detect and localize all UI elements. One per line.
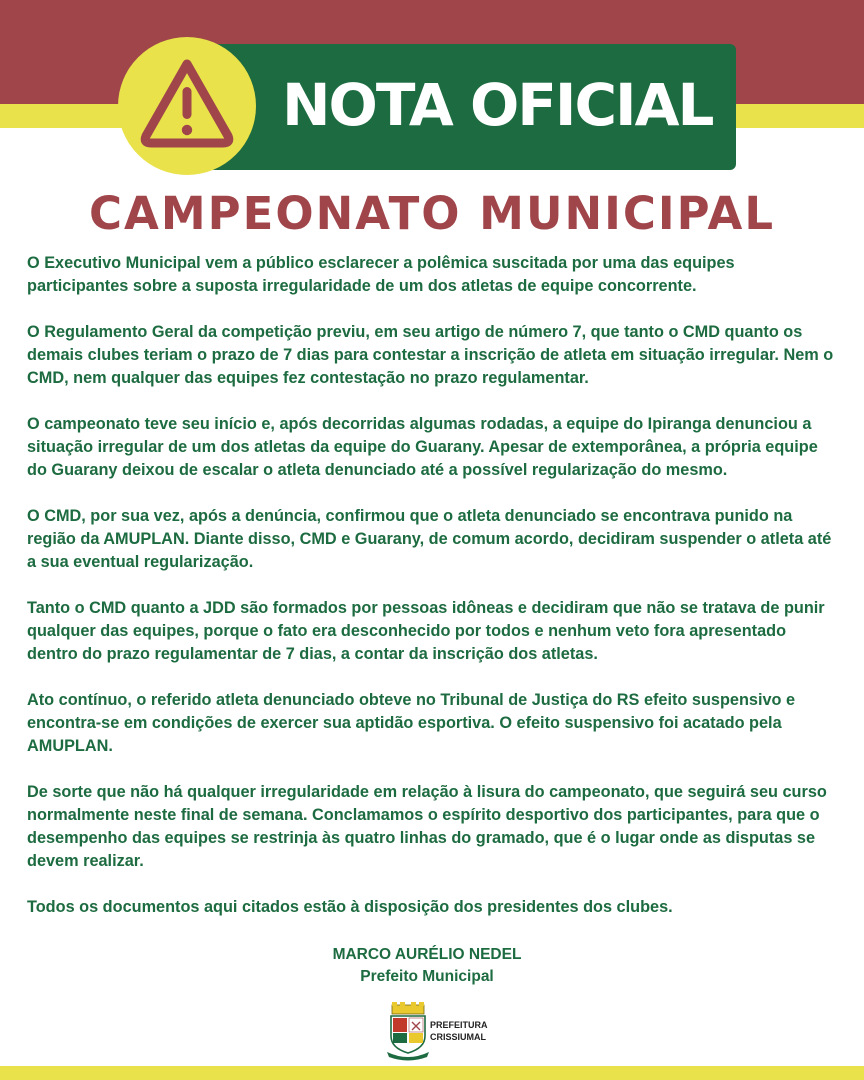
paragraph-4: O CMD, por sua vez, após a denúncia, confirmou que o atleta denunciado se encontrava punido na região da AMUPLAN. Diante disso, CMD e Guarany, de comum acordo, decidiram suspender o atleta até a sua eventual regularização. <box>27 507 832 571</box>
coat-of-arms-icon <box>386 1000 430 1062</box>
warning-badge <box>118 37 256 175</box>
prefeitura-logo <box>386 1000 496 1062</box>
signatory-name: MARCO AURÉLIO NEDEL <box>332 946 522 963</box>
paragraph-3: O campeonato teve seu início e, após decorridas algumas rodadas, a equipe do Ipiranga denunciou a situação irregular de um dos atletas da equipe do Guarany. Apesar de extemporânea, a própria equipe do Guarany deixou de escalar o atleta denunciado até a possível regularização do mesmo. <box>27 415 818 479</box>
paragraph-8: Todos os documentos aqui citados estão à disposição dos presidentes dos clubes. <box>27 898 673 916</box>
paragraph-1: O Executivo Municipal vem a público esclarecer a polêmica suscitada por uma das equipes participantes sobre a suposta irregularidade de um dos atletas de equipe concorrente. <box>27 254 735 295</box>
signatory-role: Prefeito Municipal <box>360 968 494 985</box>
logo-line-1: PREFEITURA <box>430 1020 488 1030</box>
warning-icon <box>118 37 256 175</box>
page-subtitle: CAMPEONATO MUNICIPAL <box>88 187 776 240</box>
paragraph-7: De sorte que não há qualquer irregularidade em relação à lisura do campeonato, que seguirá seu curso normalmente neste final de semana. Conclamamos o espírito desportivo dos participantes, para que o desempenho das equipes se restrinja às quatro linhas do gramado, que é o lugar onde as disputas se devem realizar. <box>27 783 827 870</box>
footer-yellow-stripe <box>0 1066 864 1080</box>
title-banner <box>200 44 736 170</box>
logo-wordmark <box>430 1019 488 1043</box>
paragraph-2: O Regulamento Geral da competição previu, em seu artigo de número 7, que tanto o CMD quanto os demais clubes teriam o prazo de 7 dias para contestar a inscrição de atleta em situação irregular. Nem o CMD, nem qualquer das equipes fez contestação no prazo regulamentar. <box>27 323 834 387</box>
page-title: NOTA OFICIAL <box>282 71 713 139</box>
paragraph-5: Tanto o CMD quanto a JDD são formados por pessoas idôneas e decidiram que não se tratava de punir qualquer das equipes, porque o fato era desconhecido por todos e nenhum veto fora apresentado dentro do prazo regulamentar de 7 dias, a contar da inscrição dos atletas. <box>27 599 825 663</box>
notice-body <box>27 252 839 942</box>
signature-block <box>0 944 854 988</box>
logo-line-2: CRISSIUMAL <box>430 1032 486 1042</box>
paragraph-6: Ato contínuo, o referido atleta denunciado obteve no Tribunal de Justiça do RS efeito suspensivo e encontra-se em condições de exercer sua aptidão esportiva. O efeito suspensivo foi acatado pela AMUPLAN. <box>27 691 796 755</box>
